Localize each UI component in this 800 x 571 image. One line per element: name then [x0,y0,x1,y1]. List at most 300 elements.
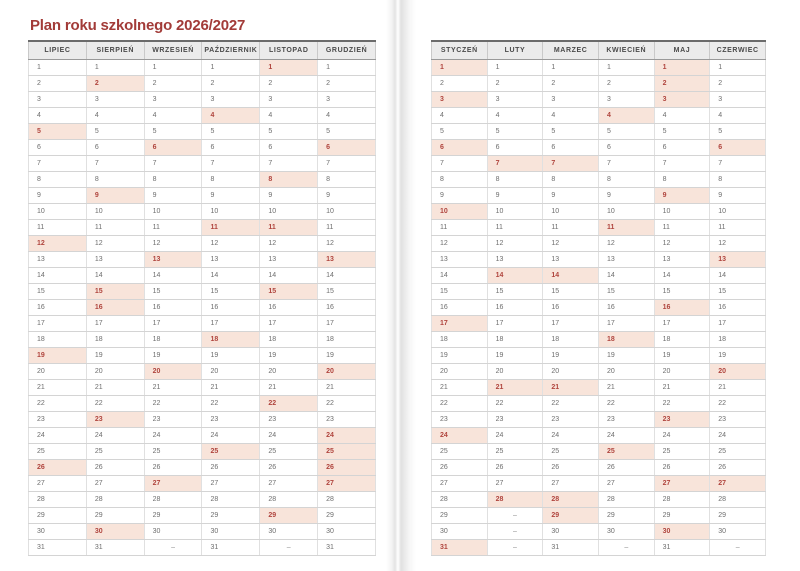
day-cell: 2 [598,76,654,92]
holiday-day-cell: 14 [487,268,543,284]
holiday-day-cell: 11 [260,220,318,236]
calendar-table-january-june [431,40,766,556]
day-cell: 23 [432,412,488,428]
holiday-day-cell: 25 [598,444,654,460]
holiday-day-cell: 2 [86,76,144,92]
day-cell: 20 [598,364,654,380]
day-cell: 5 [432,124,488,140]
day-cell: 5 [144,124,202,140]
day-cell: 20 [86,364,144,380]
day-row [29,220,376,236]
holiday-day-cell: 24 [318,428,376,444]
day-cell: 30 [318,524,376,540]
holiday-day-cell: 15 [260,284,318,300]
day-cell: 27 [202,476,260,492]
day-cell: 14 [710,268,766,284]
day-cell: 24 [202,428,260,444]
day-cell: 10 [202,204,260,220]
holiday-day-cell: 24 [432,428,488,444]
holiday-day-cell: 9 [86,188,144,204]
day-row [432,460,766,476]
day-cell: 2 [29,76,87,92]
day-cell: 24 [710,428,766,444]
holiday-day-cell: 15 [86,284,144,300]
holiday-day-cell: 8 [260,172,318,188]
day-cell: 6 [260,140,318,156]
day-cell: 30 [598,524,654,540]
holiday-day-cell: 6 [144,140,202,156]
day-cell: 19 [86,348,144,364]
day-cell: 13 [29,252,87,268]
holiday-day-cell: 16 [86,300,144,316]
day-cell: 3 [543,92,599,108]
day-row [432,348,766,364]
day-cell: 23 [29,412,87,428]
holiday-day-cell: 1 [432,60,488,76]
day-cell: 9 [487,188,543,204]
day-cell: 8 [543,172,599,188]
day-row [29,476,376,492]
day-cell: 6 [86,140,144,156]
day-cell: 12 [487,236,543,252]
day-cell: 16 [487,300,543,316]
day-row [432,76,766,92]
day-row [29,268,376,284]
holiday-day-cell: 29 [260,508,318,524]
day-cell: 10 [86,204,144,220]
day-cell: 15 [654,284,710,300]
day-cell: 19 [654,348,710,364]
day-cell: 26 [487,460,543,476]
day-cell: 15 [29,284,87,300]
day-cell: 8 [86,172,144,188]
day-cell: 1 [318,60,376,76]
day-cell: 11 [432,220,488,236]
day-cell: 27 [29,476,87,492]
day-cell: 19 [543,348,599,364]
day-cell: 8 [318,172,376,188]
day-cell: 22 [598,396,654,412]
day-cell: 7 [598,156,654,172]
day-cell: 11 [86,220,144,236]
holiday-day-cell: 1 [260,60,318,76]
day-cell: 20 [202,364,260,380]
day-row [29,124,376,140]
holiday-day-cell: 20 [318,364,376,380]
day-cell: 15 [598,284,654,300]
holiday-day-cell: 31 [432,540,488,556]
day-cell: 14 [318,268,376,284]
day-row [29,252,376,268]
day-cell: 17 [260,316,318,332]
day-cell: 1 [86,60,144,76]
day-cell: 26 [86,460,144,476]
day-cell: 27 [543,476,599,492]
day-cell: 10 [29,204,87,220]
day-row [432,396,766,412]
month-header: LIPIEC [29,41,87,60]
day-cell: 6 [654,140,710,156]
holiday-day-cell: 4 [202,108,260,124]
day-cell: 4 [432,108,488,124]
day-cell: 11 [487,220,543,236]
day-cell: 29 [318,508,376,524]
day-cell: 10 [543,204,599,220]
day-cell: 4 [654,108,710,124]
day-cell: 4 [318,108,376,124]
day-cell: 27 [260,476,318,492]
day-cell: 9 [710,188,766,204]
day-cell: 26 [654,460,710,476]
day-cell: 27 [487,476,543,492]
day-cell: 22 [487,396,543,412]
empty-day-cell: – [710,540,766,556]
day-cell: 8 [598,172,654,188]
day-cell: 2 [144,76,202,92]
day-cell: 18 [432,332,488,348]
day-cell: 30 [202,524,260,540]
holiday-day-cell: 28 [543,492,599,508]
day-cell: 16 [432,300,488,316]
day-cell: 21 [202,380,260,396]
holiday-day-cell: 29 [543,508,599,524]
day-cell: 18 [29,332,87,348]
day-cell: 7 [144,156,202,172]
day-row [29,524,376,540]
month-header: SIERPIEŃ [86,41,144,60]
day-cell: 10 [654,204,710,220]
empty-day-cell: – [487,524,543,540]
day-cell: 13 [260,252,318,268]
day-cell: 25 [260,444,318,460]
day-cell: 3 [144,92,202,108]
holiday-day-cell: 30 [654,524,710,540]
day-cell: 25 [29,444,87,460]
day-cell: 1 [202,60,260,76]
day-cell: 31 [318,540,376,556]
holiday-day-cell: 11 [598,220,654,236]
day-cell: 19 [710,348,766,364]
day-cell: 27 [86,476,144,492]
holiday-day-cell: 25 [318,444,376,460]
day-cell: 15 [144,284,202,300]
day-cell: 21 [86,380,144,396]
day-cell: 24 [86,428,144,444]
day-cell: 21 [260,380,318,396]
day-cell: 28 [432,492,488,508]
day-row [29,332,376,348]
holiday-day-cell: 9 [654,188,710,204]
day-cell: 1 [598,60,654,76]
day-row [29,300,376,316]
holiday-day-cell: 6 [710,140,766,156]
left-page [14,0,394,571]
day-row [432,364,766,380]
month-header: LISTOPAD [260,41,318,60]
month-header: WRZESIEŃ [144,41,202,60]
day-cell: 25 [144,444,202,460]
day-cell: 21 [318,380,376,396]
day-row [29,460,376,476]
holiday-day-cell: 3 [432,92,488,108]
day-row [432,220,766,236]
day-cell: 4 [260,108,318,124]
day-cell: 5 [710,124,766,140]
day-row [432,492,766,508]
month-header: MARZEC [543,41,599,60]
day-cell: 12 [598,236,654,252]
day-cell: 5 [260,124,318,140]
day-cell: 11 [710,220,766,236]
day-cell: 18 [654,332,710,348]
day-cell: 22 [654,396,710,412]
holiday-day-cell: 27 [654,476,710,492]
day-cell: 11 [543,220,599,236]
day-cell: 14 [29,268,87,284]
holiday-day-cell: 25 [202,444,260,460]
day-cell: 6 [598,140,654,156]
holiday-day-cell: 4 [598,108,654,124]
holiday-day-cell: 26 [318,460,376,476]
day-cell: 24 [598,428,654,444]
day-cell: 1 [29,60,87,76]
day-cell: 16 [260,300,318,316]
day-cell: 28 [260,492,318,508]
holiday-day-cell: 10 [432,204,488,220]
day-cell: 9 [318,188,376,204]
day-cell: 13 [654,252,710,268]
day-cell: 30 [260,524,318,540]
day-cell: 4 [29,108,87,124]
day-cell: 1 [543,60,599,76]
day-cell: 7 [432,156,488,172]
day-cell: 8 [710,172,766,188]
holiday-day-cell: 1 [654,60,710,76]
day-cell: 22 [29,396,87,412]
day-cell: 11 [318,220,376,236]
day-row [29,60,376,76]
day-row [29,348,376,364]
day-cell: 16 [318,300,376,316]
day-cell: 12 [144,236,202,252]
day-row [432,476,766,492]
month-header: PAŹDZIERNIK [202,41,260,60]
day-cell: 6 [202,140,260,156]
day-cell: 11 [144,220,202,236]
day-cell: 25 [86,444,144,460]
month-header: CZERWIEC [710,41,766,60]
day-cell: 23 [318,412,376,428]
day-cell: 28 [86,492,144,508]
day-cell: 27 [432,476,488,492]
month-header-row [432,41,766,60]
holiday-day-cell: 13 [318,252,376,268]
day-row [29,508,376,524]
day-cell: 16 [202,300,260,316]
day-cell: 10 [260,204,318,220]
day-cell: 30 [710,524,766,540]
day-cell: 3 [598,92,654,108]
day-cell: 23 [543,412,599,428]
day-cell: 31 [654,540,710,556]
day-row [432,188,766,204]
day-cell: 19 [318,348,376,364]
day-cell: 5 [86,124,144,140]
day-row [432,508,766,524]
day-row [432,540,766,556]
day-row [432,108,766,124]
day-row [29,188,376,204]
day-cell: 15 [202,284,260,300]
day-cell: 6 [487,140,543,156]
day-row [29,236,376,252]
holiday-day-cell: 20 [710,364,766,380]
day-cell: 28 [654,492,710,508]
day-cell: 8 [144,172,202,188]
day-row [432,92,766,108]
day-cell: 7 [86,156,144,172]
day-cell: 22 [144,396,202,412]
day-cell: 29 [86,508,144,524]
holiday-day-cell: 27 [144,476,202,492]
day-cell: 9 [598,188,654,204]
day-cell: 23 [487,412,543,428]
day-cell: 16 [710,300,766,316]
day-row [29,92,376,108]
holiday-day-cell: 27 [710,476,766,492]
day-cell: 4 [86,108,144,124]
day-cell: 31 [29,540,87,556]
day-cell: 19 [432,348,488,364]
day-cell: 25 [654,444,710,460]
day-cell: 4 [543,108,599,124]
day-cell: 10 [318,204,376,220]
day-cell: 31 [543,540,599,556]
day-cell: 9 [144,188,202,204]
month-header: LUTY [487,41,543,60]
calendar-table-july-december [28,40,376,556]
day-cell: 7 [29,156,87,172]
day-cell: 20 [654,364,710,380]
day-cell: 3 [710,92,766,108]
holiday-day-cell: 3 [654,92,710,108]
holiday-day-cell: 13 [144,252,202,268]
holiday-day-cell: 23 [86,412,144,428]
day-cell: 9 [260,188,318,204]
day-cell: 16 [29,300,87,316]
day-row [29,172,376,188]
day-cell: 26 [543,460,599,476]
day-row [432,124,766,140]
day-cell: 14 [144,268,202,284]
day-cell: 18 [543,332,599,348]
day-cell: 28 [202,492,260,508]
day-cell: 27 [598,476,654,492]
day-cell: 21 [144,380,202,396]
day-cell: 30 [432,524,488,540]
day-cell: 3 [86,92,144,108]
day-cell: 21 [710,380,766,396]
day-cell: 16 [543,300,599,316]
empty-day-cell: – [260,540,318,556]
day-cell: 10 [144,204,202,220]
day-cell: 26 [260,460,318,476]
day-cell: 22 [86,396,144,412]
month-header: KWIECIEŃ [598,41,654,60]
day-cell: 29 [710,508,766,524]
day-cell: 15 [432,284,488,300]
day-cell: 9 [29,188,87,204]
day-cell: 24 [487,428,543,444]
day-row [29,444,376,460]
day-cell: 18 [487,332,543,348]
day-cell: 14 [654,268,710,284]
holiday-day-cell: 26 [29,460,87,476]
day-cell: 3 [318,92,376,108]
day-cell: 30 [543,524,599,540]
day-cell: 28 [144,492,202,508]
day-cell: 29 [598,508,654,524]
day-cell: 26 [202,460,260,476]
day-cell: 21 [654,380,710,396]
day-cell: 9 [543,188,599,204]
day-cell: 3 [487,92,543,108]
day-cell: 29 [202,508,260,524]
day-row [29,412,376,428]
day-cell: 29 [432,508,488,524]
day-cell: 14 [432,268,488,284]
day-row [29,396,376,412]
day-row [432,300,766,316]
day-cell: 22 [202,396,260,412]
day-cell: 28 [710,492,766,508]
day-cell: 10 [598,204,654,220]
day-cell: 16 [598,300,654,316]
holiday-day-cell: 20 [144,364,202,380]
day-row [432,156,766,172]
day-cell: 30 [29,524,87,540]
day-row [29,428,376,444]
day-cell: 15 [318,284,376,300]
day-row [29,76,376,92]
day-cell: 13 [543,252,599,268]
day-cell: 5 [598,124,654,140]
holiday-day-cell: 21 [543,380,599,396]
day-row [29,156,376,172]
day-cell: 12 [86,236,144,252]
day-cell: 13 [86,252,144,268]
day-cell: 17 [29,316,87,332]
day-cell: 6 [543,140,599,156]
day-cell: 1 [710,60,766,76]
day-cell: 28 [318,492,376,508]
holiday-day-cell: 18 [202,332,260,348]
day-cell: 21 [29,380,87,396]
day-cell: 25 [543,444,599,460]
day-cell: 5 [654,124,710,140]
day-cell: 24 [29,428,87,444]
day-cell: 23 [598,412,654,428]
holiday-day-cell: 12 [29,236,87,252]
day-cell: 1 [144,60,202,76]
day-cell: 7 [202,156,260,172]
day-cell: 16 [144,300,202,316]
day-cell: 17 [654,316,710,332]
day-cell: 29 [144,508,202,524]
day-row [29,140,376,156]
day-cell: 8 [432,172,488,188]
day-cell: 19 [598,348,654,364]
